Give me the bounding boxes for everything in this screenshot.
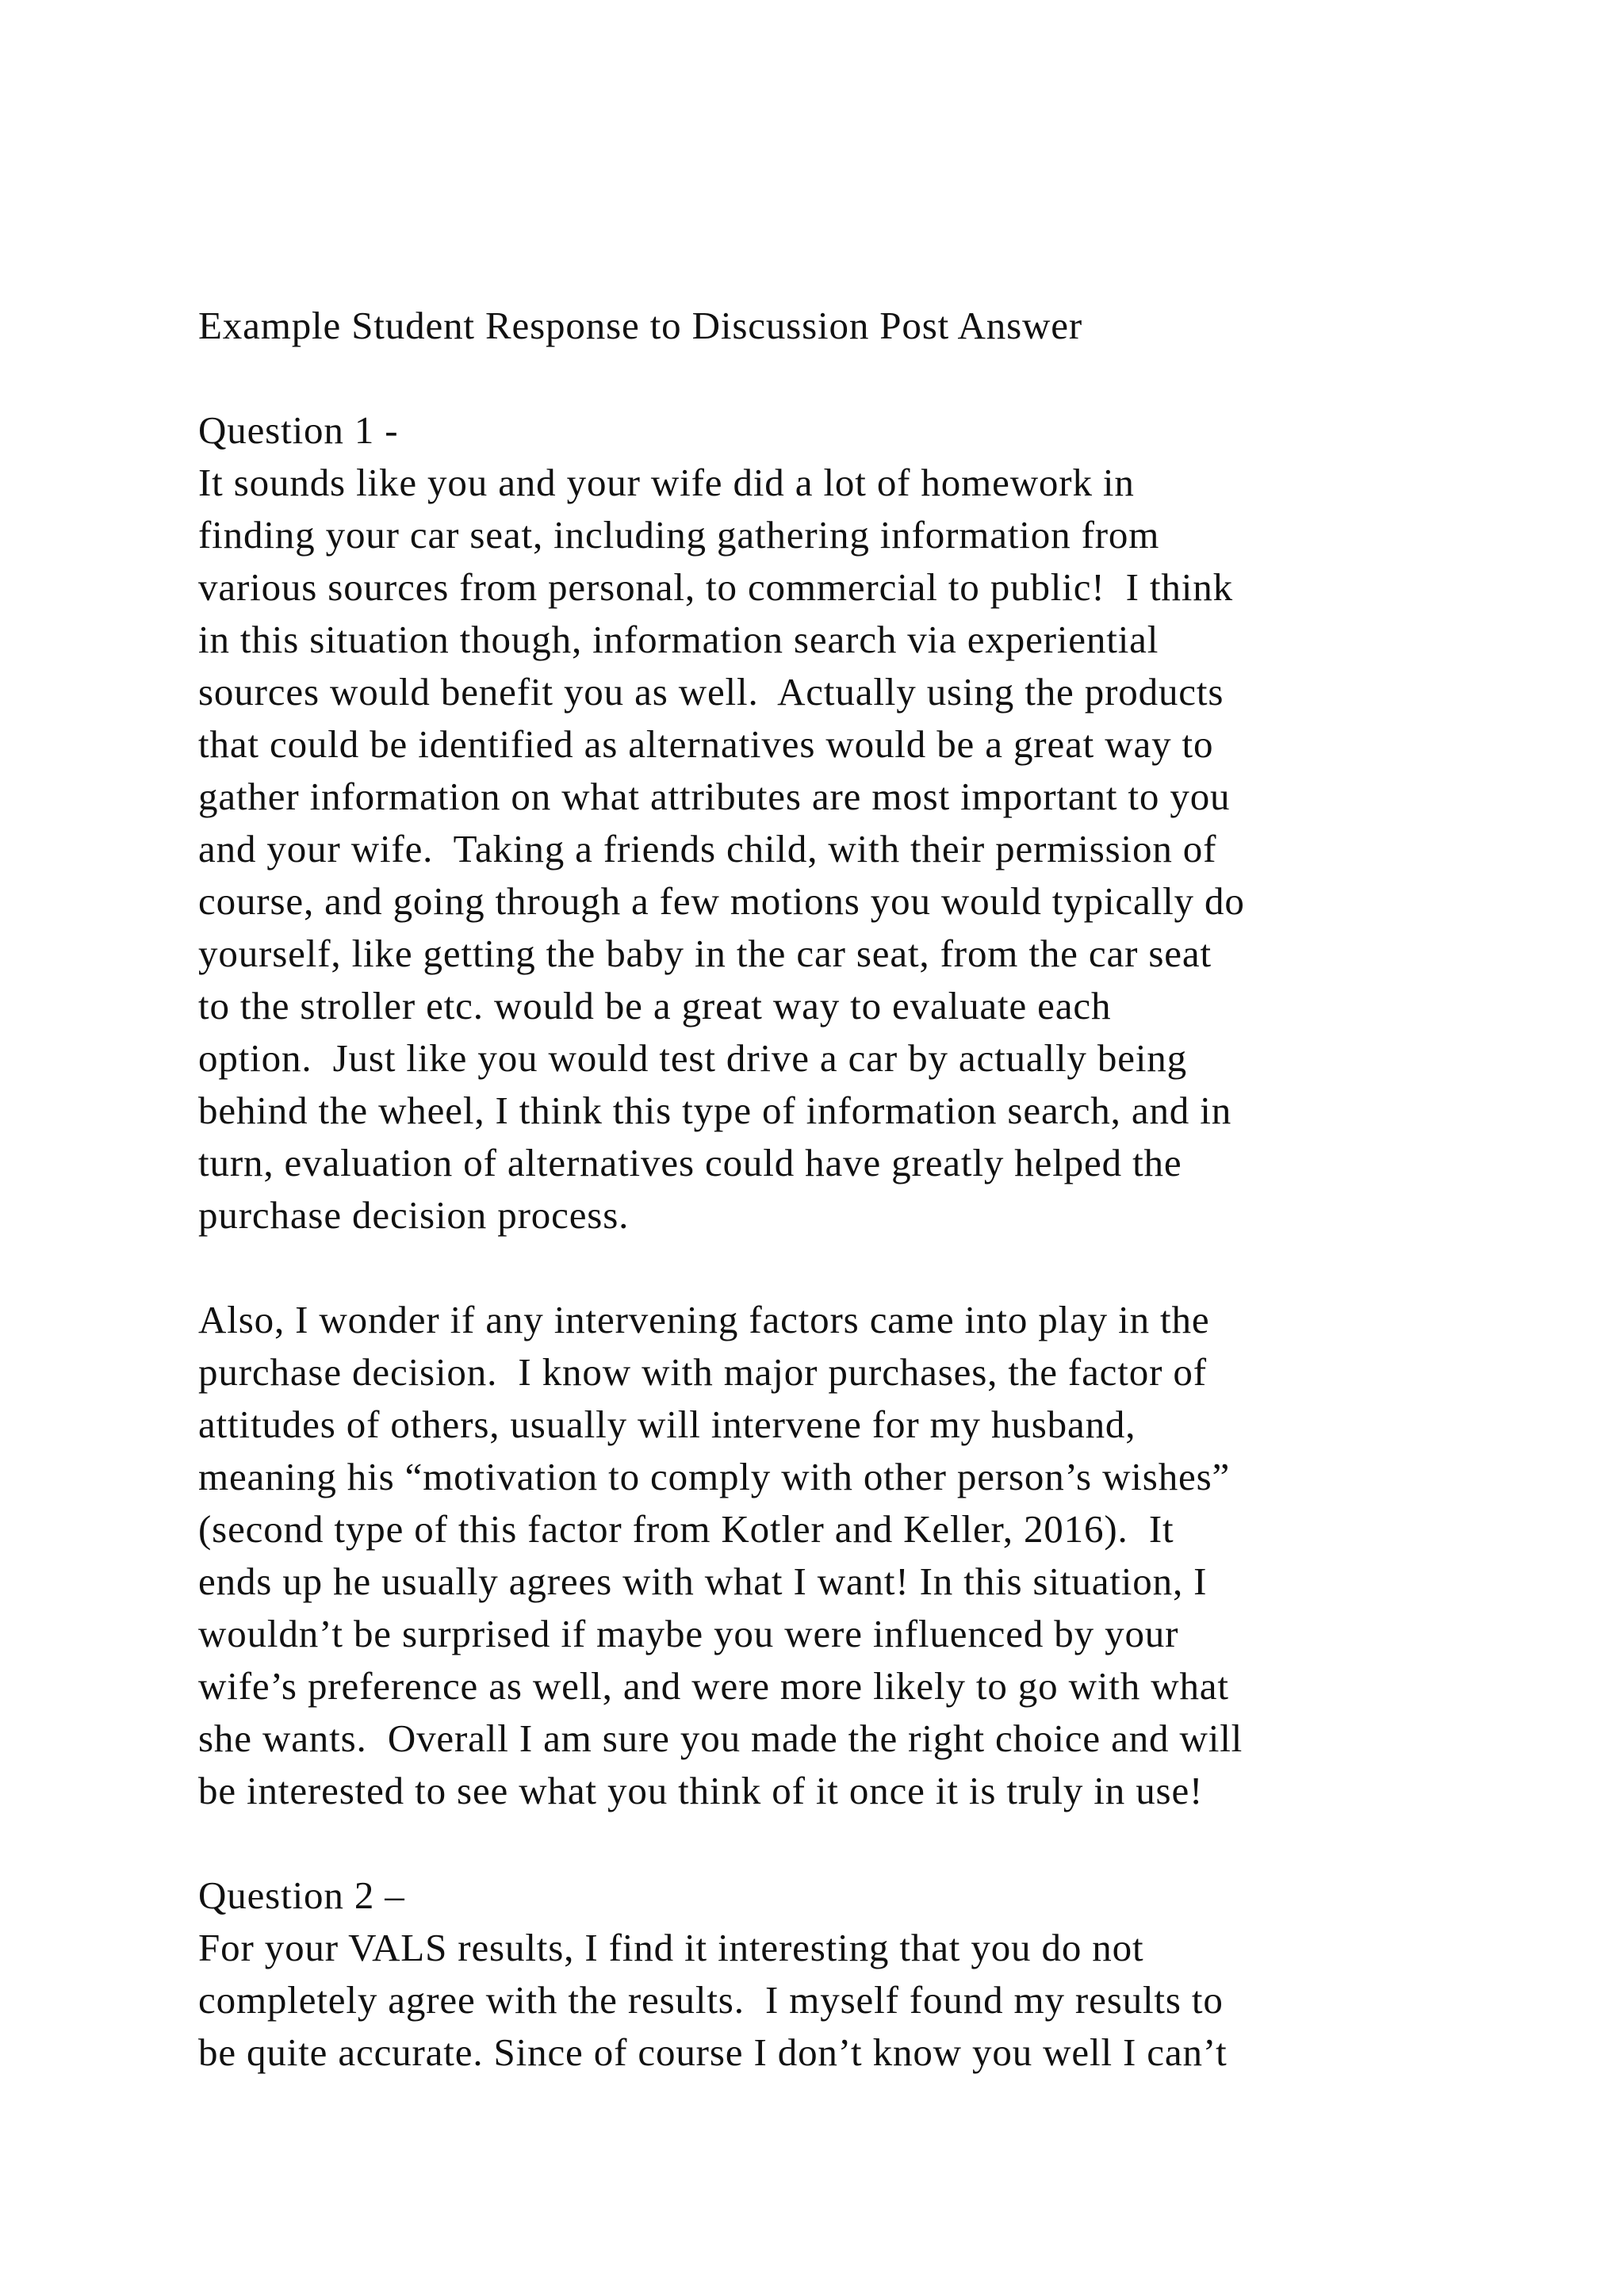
- question-1-heading: Question 1 -: [198, 408, 399, 452]
- paragraph-line: attitudes of others, usually will intervene for my husband,: [198, 1402, 1136, 1446]
- paragraph-line: purchase decision process.: [198, 1193, 630, 1237]
- paragraph-line: course, and going through a few motions you would typically do: [198, 879, 1245, 923]
- document-title: Example Student Response to Discussion Post Answer: [198, 304, 1083, 347]
- paragraph-line: to the stroller etc. would be a great way to evaluate each: [198, 984, 1112, 1027]
- paragraph-line: completely agree with the results. I myself found my results to: [198, 1978, 1224, 2022]
- paragraph-line: behind the wheel, I think this type of information search, and in: [198, 1089, 1232, 1132]
- spacer: [198, 1817, 1530, 1869]
- paragraph-line: be interested to see what you think of it once it is truly in use!: [198, 1769, 1204, 1812]
- paragraph-line: that could be identified as alternatives would be a great way to: [198, 722, 1214, 766]
- paragraph-line: she wants. Overall I am sure you made the right choice and will: [198, 1716, 1243, 1760]
- paragraph-line: turn, evaluation of alternatives could have greatly helped the: [198, 1141, 1182, 1184]
- document-body: [198, 300, 1530, 2079]
- spacer: [198, 1242, 1530, 1294]
- paragraph-line: finding your car seat, including gathering information from: [198, 513, 1160, 557]
- paragraph-line: yourself, like getting the baby in the car seat, from the car seat: [198, 932, 1212, 975]
- paragraph-line: be quite accurate. Since of course I don’t know you well I can’t: [198, 2030, 1228, 2074]
- paragraph-line: and your wife. Taking a friends child, with their permission of: [198, 827, 1217, 871]
- paragraph-line: gather information on what attributes are most important to you: [198, 775, 1231, 818]
- paragraph-line: in this situation though, information search via experiential: [198, 618, 1159, 661]
- paragraph-line: Also, I wonder if any intervening factors came into play in the: [198, 1298, 1210, 1341]
- paragraph-line: ends up he usually agrees with what I want! In this situation, I: [198, 1559, 1208, 1603]
- paragraph-line: (second type of this factor from Kotler and Keller, 2016). It: [198, 1507, 1174, 1551]
- question-2-heading: Question 2 –: [198, 1873, 405, 1917]
- paragraph-line: purchase decision. I know with major purchases, the factor of: [198, 1350, 1207, 1394]
- paragraph-line: It sounds like you and your wife did a lot of homework in: [198, 461, 1135, 504]
- paragraph-line: wife’s preference as well, and were more likely to go with what: [198, 1664, 1229, 1708]
- paragraph-line: various sources from personal, to commercial to public! I think: [198, 565, 1233, 609]
- spacer: [198, 352, 1530, 404]
- paragraph-line: For your VALS results, I find it interesting that you do not: [198, 1926, 1144, 1969]
- paragraph-line: sources would benefit you as well. Actually using the products: [198, 670, 1224, 714]
- paragraph-line: wouldn’t be surprised if maybe you were influenced by your: [198, 1612, 1179, 1655]
- paragraph-line: option. Just like you would test drive a car by actually being: [198, 1036, 1187, 1080]
- paragraph-line: meaning his “motivation to comply with other person’s wishes”: [198, 1455, 1231, 1498]
